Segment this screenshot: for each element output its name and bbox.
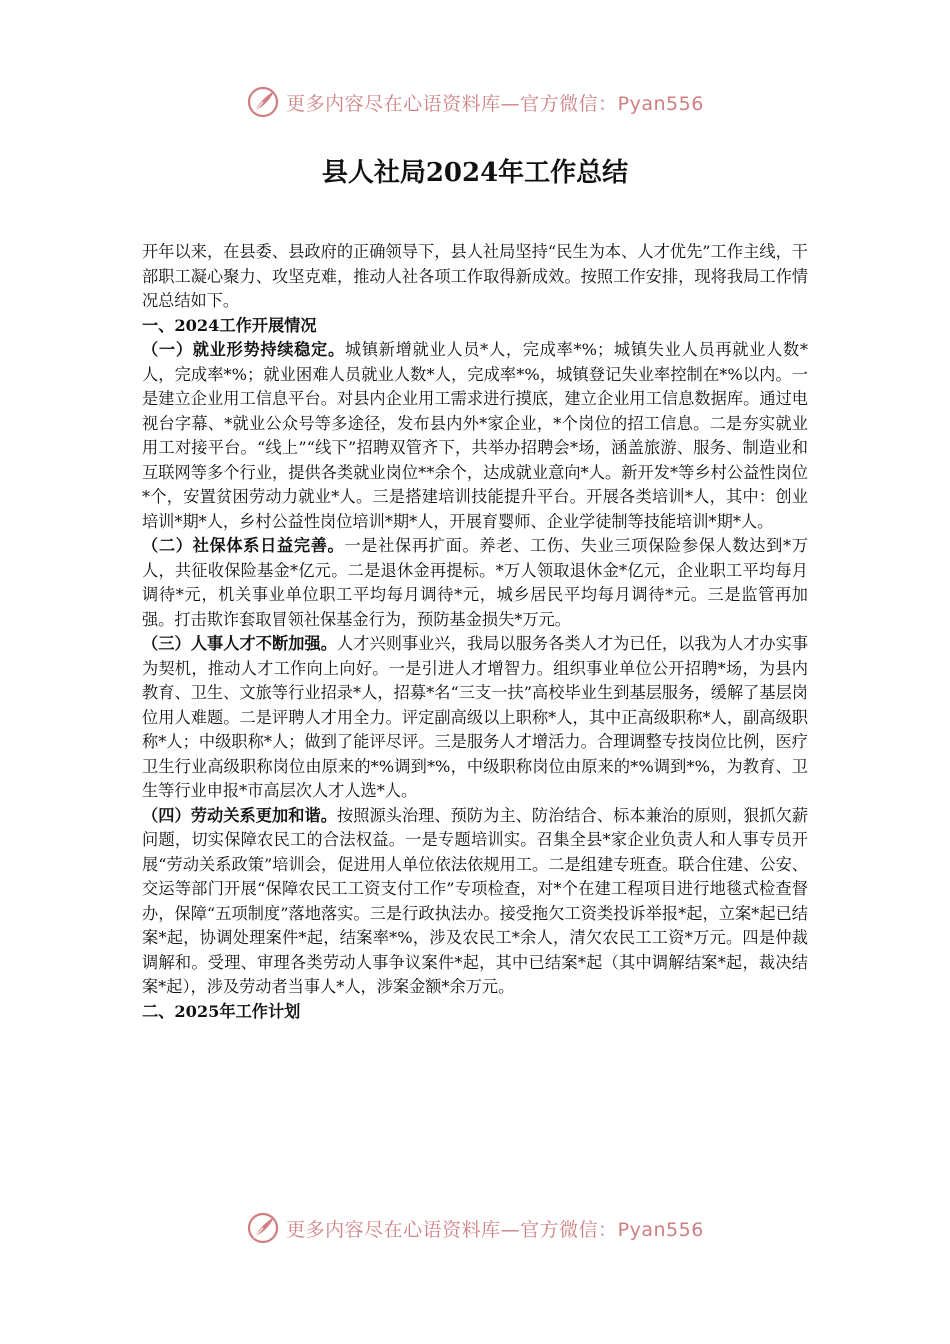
subsection-2-title: （二）社保体系日益完善。 (142, 536, 345, 555)
intro-paragraph: 开年以来，在县委、县政府的正确领导下，县人社局坚持“民生为本、人才优先”工作主线，干部职工凝心聚力、攻坚克难，推动人社各项工作取得新成效。按照工作安排，现将我局工作情况总结如下。 (142, 242, 808, 310)
subsection-4 (142, 804, 808, 1000)
subsection-3-body: 人才兴则事业兴，我局以服务各类人才为已任，以我为人才办实事为契机，推动人才工作向上向好。一是引进人才增智力。组织事业单位公开招聘*场，为县内教育、卫生、文旅等行业招录*人，招募*名“三支一扶”高校毕业生到基层服务，缓解了基层岗位用人难题。二是评聘人才用全力。评定副高级以上职称*人，其中正高级职称*人，副高级职称*人；中级职称*人；做到了能评尽评。三是服务人才增活力。合理调整专技岗位比例，医疗卫生行业高级职称岗位由原来的*%调到*%，中级职称岗位由原来的*%调到*%，为教育、卫生等行业申报*市高层次人才人选*人。 (142, 634, 809, 800)
subsection-2-body: 一是社保再扩面。养老、工伤、失业三项保险参保人数达到*万人，共征收保险基金*亿元。二是退休金再提标。*万人领取退休金*亿元，企业职工平均每月调待*元，机关事业单位职工平均每月调待*元，城乡居民平均每月调待*元。三是监管再加强。打击欺诈套取冒领社保基金行为，预防基金损失*万元。 (142, 536, 809, 629)
section-heading-1: 一、2024工作开展情况 (142, 315, 317, 335)
section-heading-2: 二、2025年工作计划 (142, 1001, 301, 1021)
watermark-text: 更多内容尽在心语资料库—官方微信：Pyan556 (286, 92, 704, 115)
document-title: 县人社局2024年工作总结 (321, 158, 629, 188)
subsection-3 (142, 632, 808, 804)
watermark-text: 更多内容尽在心语资料库—官方微信：Pyan556 (286, 1218, 704, 1241)
quill-logo-icon (246, 85, 280, 119)
subsection-2 (142, 534, 808, 632)
subsection-1-body: 城镇新增就业人员*人，完成率*%；城镇失业人员再就业人数*人，完成率*%；就业困难人员就业人数*人，完成率*%，城镇登记失业率控制在*%以内。一是建立企业用工信息平台。对县内企业用工需求进行摸底，建立企业用工信息数据库。通过电视台字幕、*就业公众号等多途径，发布县内外*家企业，*个岗位的招工信息。二是夯实就业用工对接平台。“线上”“线下”招聘双管齐下，共举办招聘会*场，涵盖旅游、服务、制造业和互联网等多个行业，提供各类就业岗位**余个，达成就业意向*人。新开发*等乡村公益性岗位*个，安置贫困劳动力就业*人。三是搭建培训技能提升平台。开展各类培训*人，其中：创业培训*期*人，乡村公益性岗位培训*期*人，开展育婴师、企业学徒制等技能培训*期*人。 (142, 340, 808, 531)
subsection-3-title: （三）人事人才不断加强。 (142, 634, 337, 653)
subsection-1-title: （一）就业形势持续稳定。 (142, 340, 345, 359)
watermark-header (0, 82, 950, 122)
quill-logo-icon (246, 1211, 280, 1245)
subsection-1 (142, 338, 808, 534)
document-body (142, 240, 808, 1024)
subsection-4-body: 按照源头治理、预防为主、防治结合、标本兼治的原则，狠抓欠薪问题，切实保障农民工的合法权益。一是专题培训实。召集全县*家企业负责人和人事专员开展“劳动关系政策”培训会，促进用人单位依法依规用工。二是组建专班查。联合住建、公安、交运等部门开展“保障农民工工资支付工作”专项检查，对*个在建工程项目进行地毯式检查督办，保障“五项制度”落地落实。三是行政执法办。接受拖欠工资类投诉举报*起，立案*起已结案*起，协调处理案件*起，结案率*%，涉及农民工*余人，清欠农民工工资*万元。四是仲裁调解和。受理、审理各类劳动人事争议案件*起，其中已结案*起（其中调解结案*起，裁决结案*起），涉及劳动者当事人*人，涉案金额*余万元。 (142, 805, 809, 996)
watermark-footer (0, 1208, 950, 1248)
subsection-4-title: （四）劳动关系更加和谐。 (142, 805, 337, 825)
